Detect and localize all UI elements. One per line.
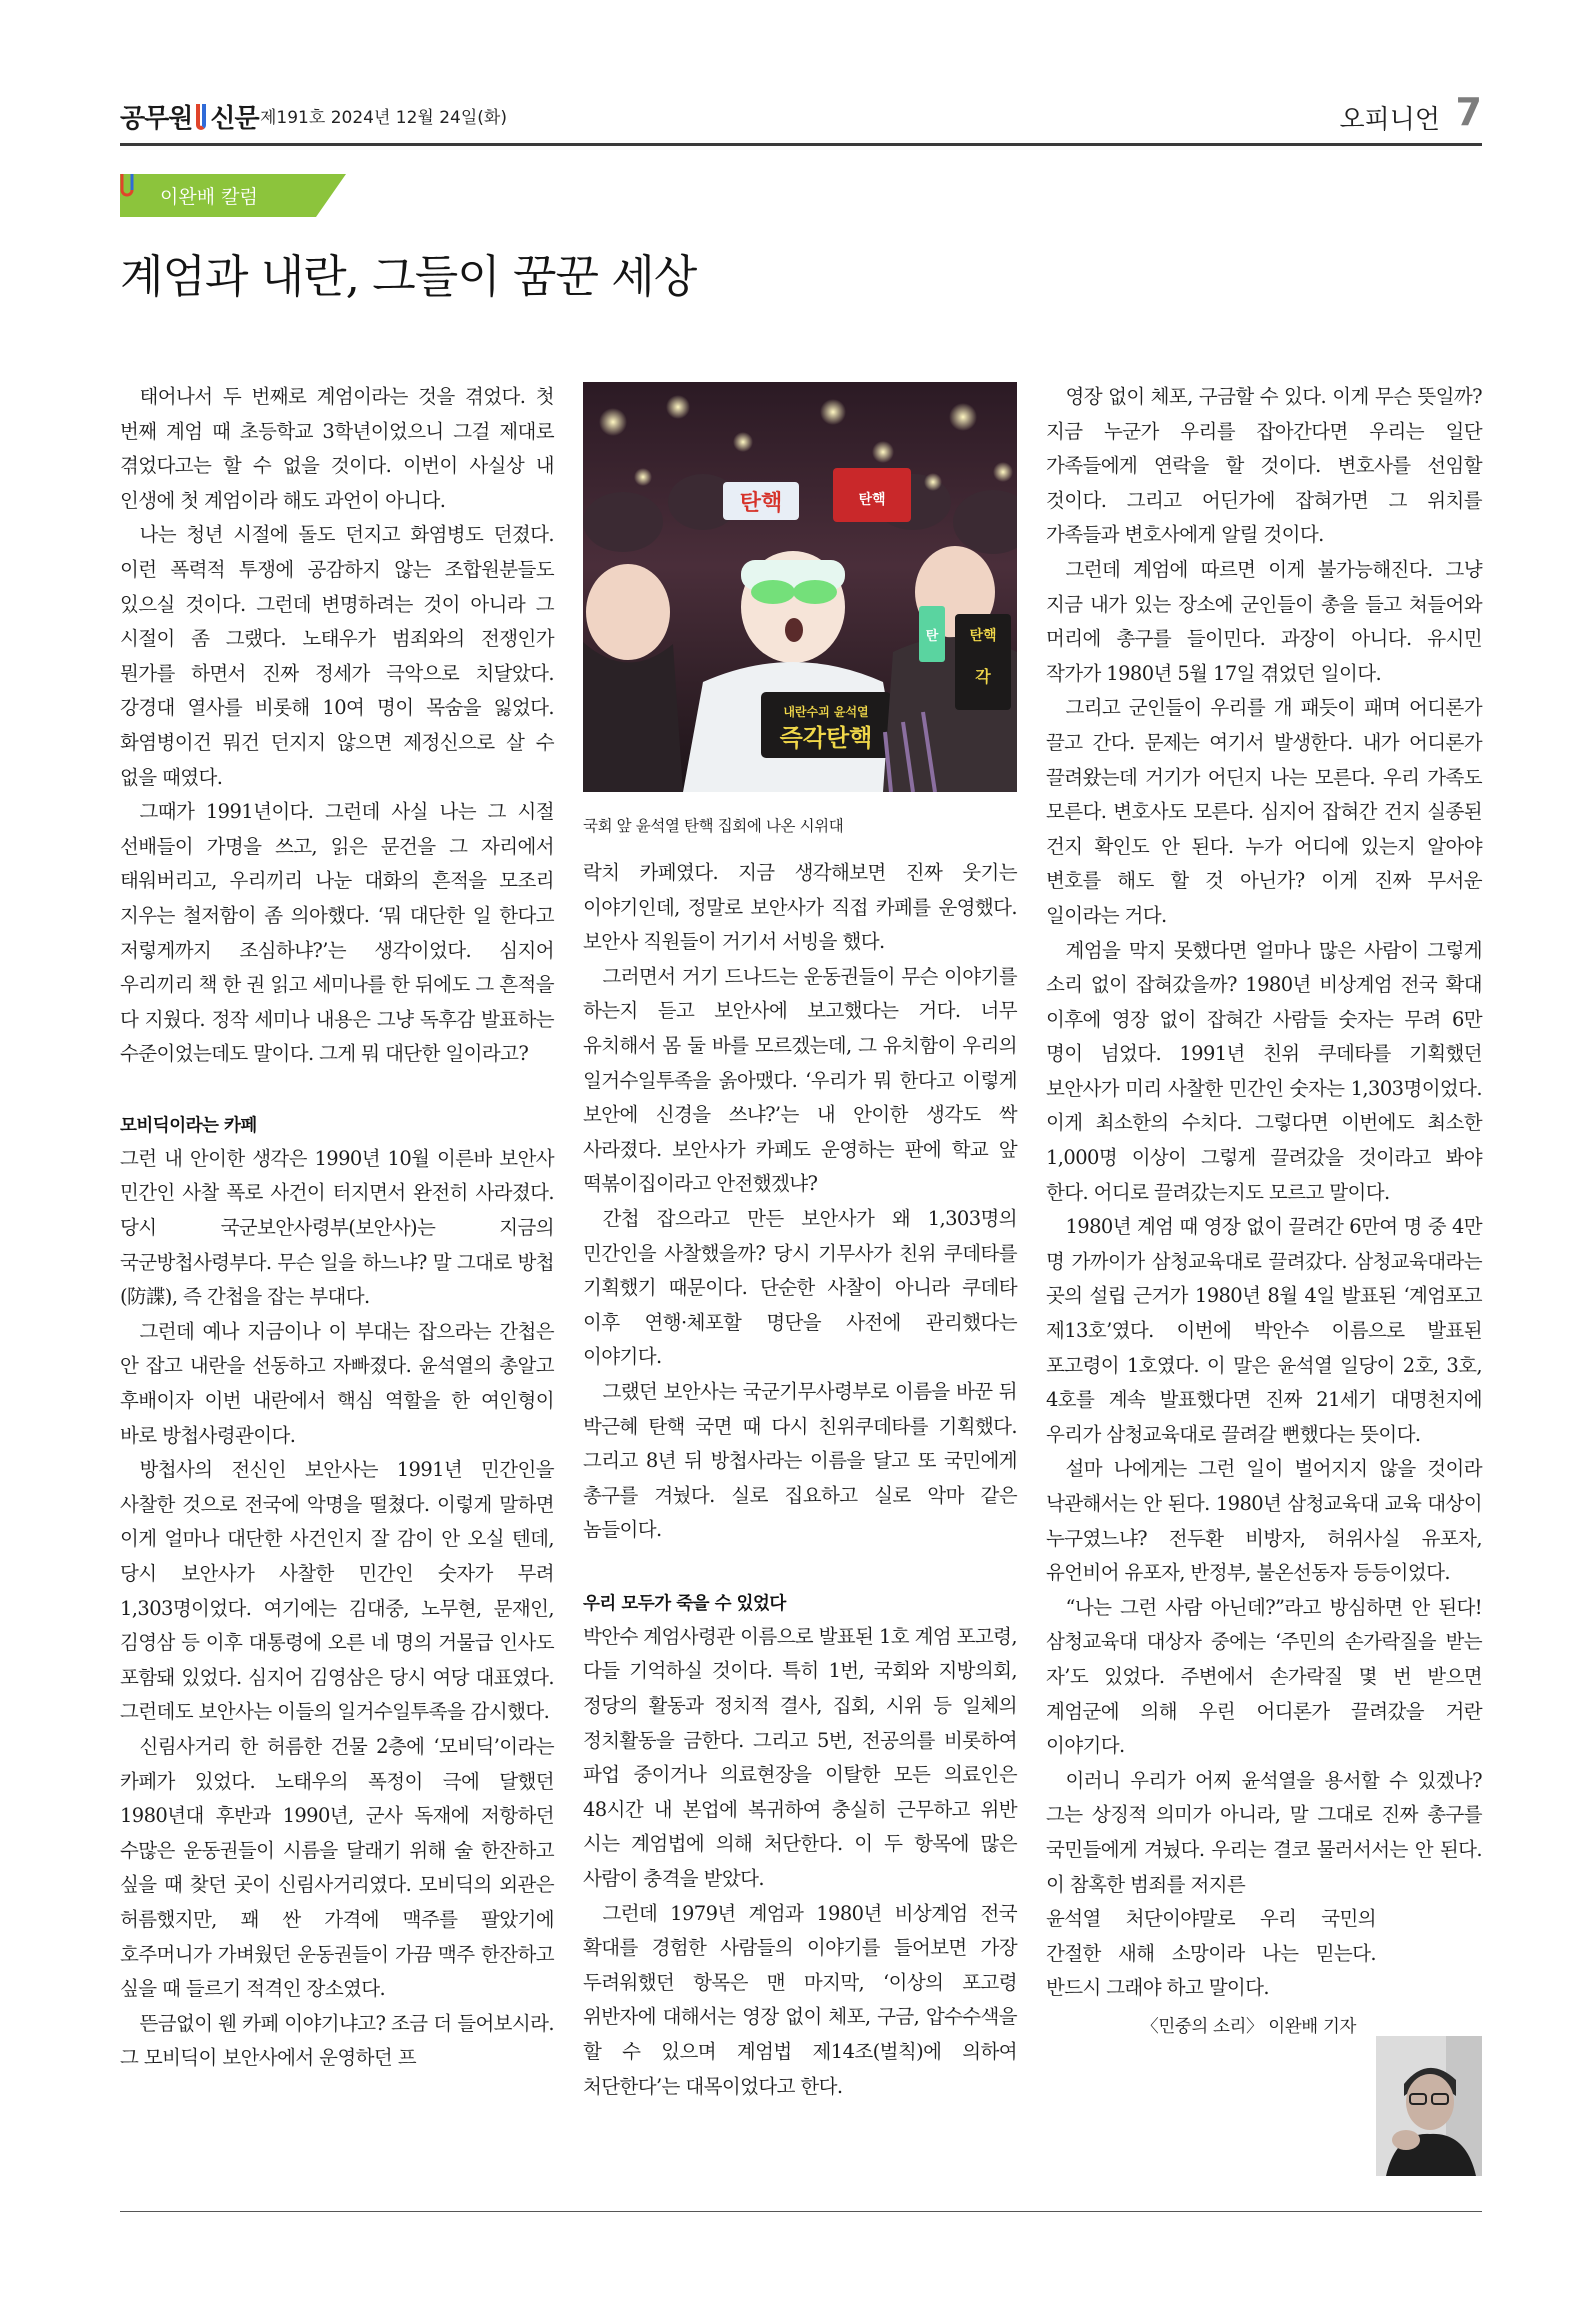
paragraph: 그런데 계엄에 따르면 이게 불가능해진다. 그냥 지금 내가 있는 장소에 군인들이 총을 들고 쳐들어와 머리에 총구를 들이민다. 과장이 아니다. 유시민 작가가 1980년 5월 17일 겪었던 일이다.	[1046, 557, 1482, 685]
paragraph: 그런데 예나 지금이나 이 부대는 잡으라는 간첩은 안 잡고 내란을 선동하고 자빠졌다. 윤석열의 총알고 후배이자 이번 내란에서 핵심 역할을 한 여인형이 바로 방첩사령관이다.	[120, 1319, 554, 1447]
page-header	[120, 90, 1482, 140]
sign-2-text: 내란수괴 윤석열	[783, 705, 869, 719]
paragraph: 그런 내 안이한 생각은 1990년 10월 이른바 보안사 민간인 사찰 폭로 사건이 터지면서 완전히 사라졌다. 당시 국군보안사령부(보안사)는 지금의 국군방첩사령부다. 무슨 일을 하느냐? 말 그대로 방첩(防諜), 즉 간첩을 잡는 부대다.	[120, 1146, 554, 1309]
paragraph: 그리고 군인들이 우리를 개 패듯이 패며 어디론가 끌고 간다. 문제는 여기서 발생한다. 내가 어디론가 끌려왔는데 거기가 어딘지 나는 모른다. 우리 가족도 모른다. 변호사도 모른다. 심지어 잡혀간 건지 실종된 건지 확인도 안 된다. 누가 어디에 있는지 알아야 변호를 해도 할 것 아닌가? 이게 진짜 무서운 일이라는 거다.	[1046, 696, 1482, 927]
paragraph: 그랬던 보안사는 국군기무사령부로 이름을 바꾼 뒤 박근혜 탄핵 국면 때 다시 친위쿠데타를 기획했다. 그리고 8년 뒤 방첩사라는 이름을 달고 또 국민에게 총구를 겨눴다. 실로 집요하고 실로 악마 같은 놈들이다.	[583, 1379, 1017, 1542]
paragraph: 방첩사의 전신인 보안사는 1991년 민간인을 사찰한 것으로 전국에 악명을 떨쳤다. 이렇게 말하면 이게 얼마나 대단한 사건인지 잘 감이 안 오실 텐데, 당시 보안사가 사찰한 민간인 숫자가 무려 1,303명이었다. 여기에는 김대중, 노무현, 문재인, 김영삼 등 이후 대통령에 오른 네 명의 거물급 인사도 포함돼 있었다. 심지어 김영삼은 당시 여당 대표였다. 그런데도 보안사는 이들의 일거수일투족을 감시했다.	[120, 1458, 554, 1724]
u-logo-icon	[120, 174, 134, 200]
section-label: 오피니언	[1339, 105, 1440, 135]
paragraph: 계엄을 막지 못했다면 얼마나 많은 사람이 그렇게 소리 없이 잡혀갔을까? 1980년 비상계엄 전국 확대 이후에 영장 없이 잡혀간 사람들 숫자는 무려 6만 명이 넘었다. 1991년 친위 쿠데타를 기획했던 보안사가 미리 사찰한 민간인 숫자는 1,303명이었다. 이게 최소한의 수치다. 그렇다면 이번에도 최소한 1,000명 이상이 그렇게 끌려갔을 것이라고 봐야 한다. 어디로 끌려갔는지도 모르고 말이다.	[1046, 938, 1482, 1204]
paragraph: 영장 없이 체포, 구금할 수 있다. 이게 무슨 뜻일까? 지금 누군가 우리를 잡아간다면 우리는 일단 가족들에게 연락을 할 것이다. 변호사를 선임할 것이다. 그리고 어딘가에 잡혀가면 그 위치를 가족들과 변호사에게 알릴 것이다.	[1046, 385, 1482, 547]
issue-info: 제191호 2024년 12월 24일(화)	[260, 108, 507, 128]
subheading: 우리 모두가 죽을 수 있었다	[583, 1593, 786, 1614]
sign-4-text: 탄핵	[969, 628, 997, 644]
paragraph: 설마 나에게는 그런 일이 벌어지지 않을 것이라 낙관해서는 안 된다. 1980년 삼청교육대 교육 대상이 누구였느냐? 전두환 비방자, 허위사실 유포자, 유언비어 유포자, 반정부, 불온선동자 등등이었다.	[1046, 1457, 1482, 1585]
paragraph: 1980년 계엄 때 영장 없이 끌려간 6만여 명 중 4만 명 가까이가 삼청교육대로 끌려갔다. 삼청교육대라는 곳의 설립 근거가 1980년 8월 4일 발표된 ‘계엄포고 제13호’였다. 이번에 박안수 이름으로 발표된 포고령이 1호였다. 이 말은 윤석열 일당이 2호, 3호, 4호를 계속 발표했다면 진짜 21세기 대명천지에 우리가 삼청교육대로 끌려갈 뻔했다는 뜻이다.	[1046, 1215, 1482, 1446]
article-column-1	[120, 380, 554, 2076]
header-rule	[120, 143, 1482, 146]
sign-1-text: 탄핵	[739, 491, 783, 516]
paragraph: 박안수 계엄사령관 이름으로 발표된 1호 계엄 포고령, 다들 기억하실 것이다. 특히 1번, 국회와 지방의회, 정당의 활동과 정치적 결사, 집회, 시위 등 일체의 정치활동을 금한다. 그리고 5번, 전공의를 비롯하여 파업 중이거나 의료현장을 이탈한 모든 의료인은 48시간 내 본업에 복귀하여 충실히 근무하고 위반 시는 계엄법에 의해 처단한다. 이 두 항목에 많은 사람이 충격을 받았다.	[583, 1624, 1017, 1891]
paragraph: 뜬금없이 웬 카페 이야기냐고? 조금 더 들어보시라. 그 모비딕이 보안사에서 운영하던 프	[120, 2011, 554, 2070]
masthead	[120, 98, 259, 135]
byline: 〈민중의 소리〉 이완배 기자	[1141, 2017, 1356, 2037]
paragraph: 이러니 우리가 어찌 윤석열을 용서할 수 있겠나? 그는 상징적 의미가 아니라, 말 그대로 진짜 총구를 국민들에게 겨눴다. 우리는 결코 물러서서는 안 된다. 이 참혹한 범죄를 저지른	[1046, 1768, 1482, 1896]
paragraph: 윤석열 처단이야말로 우리 국민의 간절한 새해 소망이라 나는 믿는다. 반드시 그래야 하고 말이다.	[1046, 1907, 1376, 2000]
paragraph: 나는 청년 시절에 돌도 던지고 화염병도 던졌다. 이런 폭력적 투쟁에 공감하지 않는 조합원분들도 있으실 것이다. 그런데 변명하려는 것이 아니라 그 시절이 좀 그랬다. 노태우가 범죄와의 전쟁인가 뭔가를 하면서 진짜 정세가 극악으로 치달았다. 강경대 열사를 비롯해 10여 명이 목숨을 잃었다. 화염병이건 뭐건 던지지 않으면 제정신으로 살 수 없을 때였다.	[120, 523, 554, 789]
column-tag-label: 이완배 칼럼	[160, 186, 258, 208]
subheading: 모비딕이라는 카페	[120, 1115, 257, 1136]
paragraph: 락치 카페였다. 지금 생각해보면 진짜 웃기는 이야기인데, 정말로 보안사가 직접 카페를 운영했다. 보안사 직원들이 거기서 서빙을 했다.	[583, 861, 1017, 954]
masthead-left: 공무원	[120, 104, 193, 134]
article-column-2	[583, 856, 1017, 2104]
author-portrait-image	[1376, 2036, 1482, 2176]
paragraph: 그때가 1991년이다. 그런데 사실 나는 그 시절 선배들이 가명을 쓰고, 읽은 문건을 그 자리에서 태워버리고, 우리끼리 나눈 대화의 흔적을 모조리 지우는 철저함이 좀 의아했다. ‘뭐 대단한 일 한다고 저렇게까지 조심하냐?’는 생각이었다. 심지어 우리끼리 책 한 권 읽고 세미나를 한 뒤에도 그 흔적을 다 지웠다. 정작 세미나 내용은 그냥 독후감 발표하는 수준이었는데도 말이다. 그게 뭐 대단한 일이라고?	[120, 800, 554, 1066]
paragraph: 그러면서 거기 드나드는 운동권들이 무슨 이야기를 하는지 듣고 보안사에 보고했다는 거다. 너무 유치해서 몸 둘 바를 모르겠는데, 그 유치함이 우리의 일거수일투족을 옭아맸다. ‘우리가 뭐 한다고 이렇게 보안에 신경을 쓰냐?’는 내 안이한 생각도 싹 사라졌다. 보안사가 카페도 운영하는 판에 학교 앞 떡볶이집이라고 안전했겠냐?	[583, 964, 1017, 1196]
masthead-right: 신문	[210, 104, 259, 134]
page-number: 7	[1455, 90, 1482, 134]
photo-caption: 국회 앞 윤석열 탄핵 집회에 나온 시위대	[583, 817, 844, 835]
article-column-3	[1046, 380, 1482, 2037]
protest-photo-image	[583, 382, 1017, 792]
svg-text:탄: 탄	[925, 629, 939, 644]
paragraph: 태어나서 두 번째로 계엄이라는 것을 겪었다. 첫 번째 계엄 때 초등학교 3학년이었으니 그걸 제대로 겪었다고는 할 수 없을 것이다. 이번이 사실상 내 인생에 첫 계엄이라 해도 과언이 아니다.	[120, 385, 554, 512]
sign-3-text: 즉각탄핵	[779, 724, 873, 752]
masthead-u-logo-icon	[196, 104, 206, 130]
headline: 계엄과 내란, 그들이 꿈꾼 세상	[120, 250, 697, 303]
paragraph: 신림사거리 한 허름한 건물 2층에 ‘모비딕’이라는 카페가 있었다. 노태우의 폭정이 극에 달했던 1980년대 후반과 1990년, 군사 독재에 저항하던 수많은 운동권들이 시름을 달래기 위해 술 한잔하고 싶을 때 찾던 곳이 신림사거리였다. 모비딕의 외관은 허름했지만, 꽤 싼 가격에 맥주를 팔았기에 호주머니가 가벼웠던 운동권들이 가끔 맥주 한잔하고 싶을 때 들르기 적격인 장소였다.	[120, 1734, 554, 2001]
protest-photo	[583, 382, 1017, 792]
svg-text:탄핵: 탄핵	[858, 492, 886, 508]
author-photo	[1376, 2036, 1482, 2176]
paragraph: 그런데 1979년 계엄과 1980년 비상계엄 전국 확대를 경험한 사람들의 이야기를 들어보면 가장 두려워했던 항목은 맨 마지막, ‘이상의 포고령 위반자에 대해서는 영장 없이 체포, 구금, 압수수색을 할 수 있으며 계엄법 제14조(벌칙)에 의하여 처단한다’는 대목이었다고 한다.	[583, 1901, 1017, 2098]
footer-rule	[120, 2211, 1482, 2212]
paragraph: 간첩 잡으라고 만든 보안사가 왜 1,303명의 민간인을 사찰했을까? 당시 기무사가 친위 쿠데타를 기획했기 때문이다. 단순한 사찰이 아니라 쿠데타 이후 연행·체포할 명단을 사전에 관리했다는 이야기다.	[583, 1206, 1017, 1369]
svg-text:각: 각	[975, 667, 991, 686]
paragraph: “나는 그런 사람 아닌데?”라고 방심하면 안 된다! 삼청교육대 대상자 중에는 ‘주민의 손가락질을 받는 자’도 있었다. 주변에서 손가락질 몇 번 받으면 계엄군에 의해 우린 어디론가 끌려갔을 거란 이야기다.	[1046, 1595, 1482, 1758]
column-tag	[120, 174, 346, 217]
